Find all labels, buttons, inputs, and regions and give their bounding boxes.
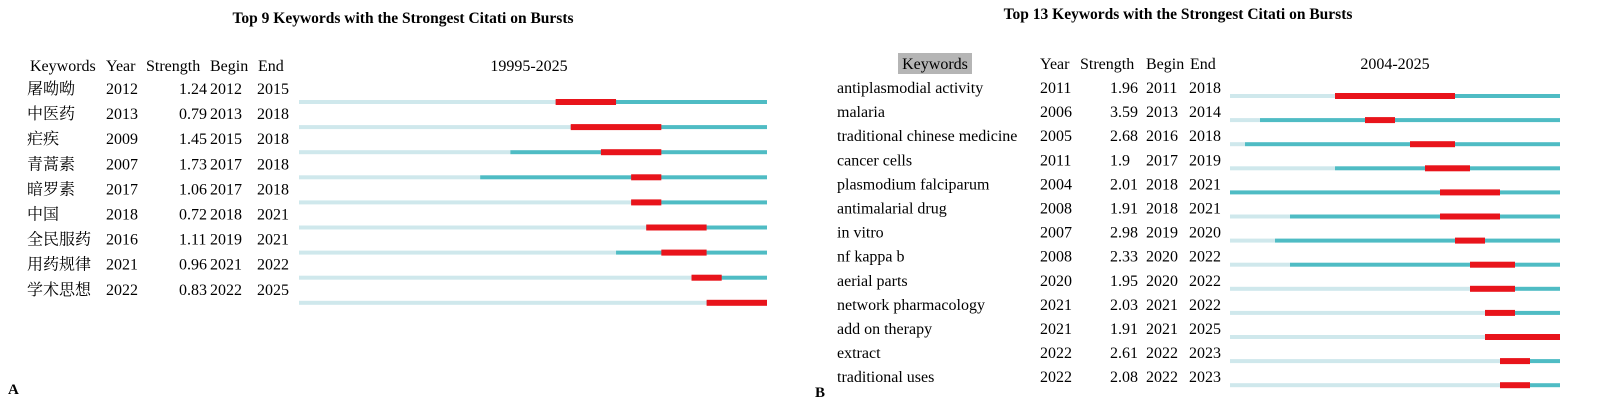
end-value: 2025 (257, 281, 289, 299)
burst-bar (707, 300, 767, 306)
year-header: Year (1040, 56, 1070, 73)
strength-value: 1.9 (1110, 152, 1130, 170)
keyword-label: aerial parts (837, 272, 908, 290)
active-period-bar (1275, 239, 1560, 243)
keyword-row (27, 130, 767, 155)
year-value: 2017 (106, 181, 138, 199)
keyword-label: antiplasmodial activity (837, 80, 984, 97)
inactive-period-bar (299, 276, 692, 280)
keywords-header: Keywords (902, 56, 968, 73)
strength-value: 0.83 (179, 281, 207, 299)
keyword-label: extract (837, 345, 881, 363)
year-value: 2008 (1040, 248, 1072, 266)
keyword-label: antimalarial drug (837, 200, 947, 218)
year-value: 2005 (1040, 128, 1072, 146)
end-value: 2018 (1189, 80, 1221, 97)
inactive-period-bar (1230, 94, 1335, 98)
keyword-row (837, 369, 1560, 388)
keywords-header: Keywords (30, 58, 96, 75)
keyword-label: 中医药 (27, 106, 76, 124)
keyword-row (837, 249, 1560, 268)
inactive-period-bar (299, 125, 571, 129)
burst-bar (1440, 214, 1500, 220)
end-value: 2018 (1189, 128, 1221, 146)
keyword-label: 学术思想 (27, 281, 92, 299)
begin-value: 2018 (210, 206, 242, 224)
burst-bar (556, 99, 616, 105)
strength-header: Strength (146, 58, 201, 75)
keyword-row (837, 128, 1560, 147)
strength-value: 1.91 (1110, 200, 1138, 218)
year-value: 2011 (1040, 152, 1072, 170)
keyword-label: 中国 (27, 206, 60, 224)
year-value: 2021 (1040, 296, 1072, 314)
begin-value: 2021 (1146, 296, 1178, 314)
keyword-row (837, 201, 1560, 220)
active-period-bar (1260, 118, 1560, 122)
year-range-label: 2004-2025 (1360, 56, 1430, 73)
end-header: End (258, 58, 284, 75)
strength-value: 1.91 (1110, 321, 1138, 338)
burst-panel-b (815, 6, 1560, 401)
panel-label: B (815, 385, 826, 401)
active-period-bar (480, 175, 767, 179)
end-value: 2019 (1189, 152, 1221, 170)
keyword-label: 全民服药 (27, 231, 92, 249)
inactive-period-bar (1230, 263, 1290, 267)
keyword-label: malaria (837, 104, 885, 122)
keyword-row (837, 273, 1560, 292)
end-header: End (1190, 56, 1216, 73)
chart-title: Top 13 Keywords with the Strongest Citati on Bursts (1003, 6, 1353, 23)
inactive-period-bar (299, 251, 616, 255)
keyword-row (27, 256, 767, 281)
keyword-row (837, 297, 1560, 316)
keyword-row (27, 80, 767, 105)
begin-value: 2022 (1146, 345, 1178, 363)
begin-header: Begin (1146, 56, 1185, 73)
inactive-period-bar (1230, 383, 1500, 387)
end-value: 2018 (257, 131, 289, 149)
burst-bar (1485, 310, 1515, 316)
keyword-label: 疟疾 (27, 131, 60, 149)
strength-value: 2.08 (1110, 369, 1138, 387)
end-value: 2021 (1189, 176, 1221, 194)
inactive-period-bar (1230, 359, 1500, 363)
year-value: 2022 (1040, 345, 1072, 363)
end-value: 2021 (257, 231, 289, 249)
year-value: 2018 (106, 206, 138, 224)
inactive-period-bar (299, 100, 556, 104)
end-value: 2018 (257, 106, 289, 124)
active-period-bar (1245, 142, 1560, 146)
begin-value: 2020 (1146, 248, 1178, 266)
keyword-label: 青蒿素 (27, 156, 76, 174)
inactive-period-bar (1230, 311, 1485, 315)
inactive-period-bar (299, 301, 707, 305)
begin-value: 2017 (1146, 152, 1178, 170)
begin-value: 2021 (210, 256, 242, 274)
inactive-period-bar (1230, 118, 1260, 122)
strength-value: 2.33 (1110, 248, 1138, 266)
keyword-row (837, 176, 1560, 195)
keyword-label: in vitro (837, 224, 884, 242)
begin-value: 2021 (1146, 321, 1178, 338)
burst-bar (1500, 382, 1530, 388)
strength-value: 1.06 (179, 181, 207, 199)
begin-header: Begin (210, 58, 249, 75)
inactive-period-bar (1230, 239, 1275, 243)
panel-label: A (8, 382, 19, 398)
year-value: 2016 (106, 231, 138, 249)
strength-value: 3.59 (1110, 104, 1138, 122)
begin-value: 2017 (210, 181, 242, 199)
burst-bar (1410, 141, 1455, 147)
end-value: 2021 (1189, 200, 1221, 218)
burst-bar (1335, 93, 1455, 99)
begin-value: 2022 (210, 281, 242, 299)
year-value: 2008 (1040, 200, 1072, 218)
year-value: 2011 (1040, 80, 1072, 97)
begin-value: 2012 (210, 81, 242, 98)
keyword-row (837, 225, 1560, 244)
keyword-row (837, 104, 1560, 123)
end-value: 2022 (1189, 272, 1221, 290)
end-value: 2014 (1189, 104, 1221, 122)
year-value: 2020 (1040, 272, 1072, 290)
burst-bar (1455, 238, 1485, 244)
burst-bar (692, 275, 722, 281)
year-value: 2004 (1040, 176, 1072, 194)
year-value: 2009 (106, 131, 138, 149)
strength-value: 0.79 (179, 106, 207, 124)
active-period-bar (1290, 215, 1560, 219)
keyword-label: 暗罗素 (27, 181, 76, 199)
keyword-row (837, 152, 1560, 171)
burst-bar (601, 149, 661, 155)
strength-value: 2.68 (1110, 128, 1138, 146)
end-value: 2022 (257, 256, 289, 274)
keyword-row (27, 206, 767, 231)
begin-value: 2019 (210, 231, 242, 249)
year-value: 2007 (106, 156, 138, 174)
strength-value: 2.61 (1110, 345, 1138, 363)
burst-bar (1365, 117, 1395, 123)
keyword-row (27, 180, 767, 205)
strength-value: 1.45 (179, 131, 207, 149)
keyword-label: traditional uses (837, 369, 935, 387)
begin-value: 2011 (1146, 80, 1178, 97)
keyword-row (27, 280, 767, 306)
year-value: 2022 (1040, 369, 1072, 387)
end-value: 2018 (257, 156, 289, 174)
begin-value: 2020 (1146, 272, 1178, 290)
end-value: 2015 (257, 81, 289, 98)
begin-value: 2018 (1146, 176, 1178, 194)
active-period-bar (1230, 190, 1560, 194)
end-value: 2021 (257, 206, 289, 224)
inactive-period-bar (299, 200, 631, 204)
burst-bar (1470, 262, 1515, 268)
burst-bar (631, 199, 661, 205)
begin-value: 2016 (1146, 128, 1178, 146)
begin-value: 2019 (1146, 224, 1178, 242)
burst-bar (646, 225, 706, 231)
keyword-label: add on therapy (837, 321, 933, 338)
burst-bar (1470, 286, 1515, 292)
burst-bar (1500, 358, 1530, 364)
strength-value: 2.01 (1110, 176, 1138, 194)
active-period-bar (1290, 263, 1560, 267)
year-value: 2022 (106, 281, 138, 299)
year-value: 2013 (106, 106, 138, 124)
keyword-label: cancer cells (837, 152, 913, 170)
chart-title: Top 9 Keywords with the Strongest Citati on Bursts (232, 10, 574, 27)
end-value: 2022 (1189, 248, 1221, 266)
keyword-label: traditional chinese medicine (837, 128, 1018, 146)
keyword-label: 屠呦呦 (27, 81, 76, 98)
keyword-label: plasmodium falciparum (837, 176, 990, 194)
begin-value: 2015 (210, 131, 242, 149)
keyword-row (27, 105, 767, 130)
keyword-label: network pharmacology (837, 296, 985, 314)
strength-value: 2.03 (1110, 296, 1138, 314)
strength-value: 2.98 (1110, 224, 1138, 242)
burst-bar (631, 174, 661, 180)
inactive-period-bar (1230, 215, 1290, 219)
year-value: 2012 (106, 81, 138, 98)
burst-bar (1425, 165, 1470, 171)
end-value: 2025 (1189, 321, 1221, 338)
begin-value: 2018 (1146, 200, 1178, 218)
keyword-row (27, 231, 767, 256)
keyword-row (837, 321, 1560, 340)
year-header: Year (106, 58, 136, 75)
begin-value: 2017 (210, 156, 242, 174)
end-value: 2020 (1189, 224, 1221, 242)
end-value: 2022 (1189, 296, 1221, 314)
year-value: 2021 (106, 256, 138, 274)
inactive-period-bar (1230, 142, 1245, 146)
burst-bar (571, 124, 662, 130)
inactive-period-bar (299, 150, 510, 154)
begin-value: 2013 (1146, 104, 1178, 122)
inactive-period-bar (1230, 335, 1485, 339)
year-value: 2021 (1040, 321, 1072, 338)
inactive-period-bar (1230, 287, 1470, 291)
strength-value: 0.96 (179, 256, 207, 274)
burst-panel-a (8, 10, 767, 398)
begin-value: 2022 (1146, 369, 1178, 387)
year-range-label: 19995-2025 (490, 58, 568, 75)
burst-bar (1440, 189, 1500, 195)
burst-bar (661, 250, 706, 256)
year-value: 2007 (1040, 224, 1072, 242)
burst-bar (1485, 334, 1560, 340)
keyword-label: 用药规律 (27, 256, 92, 274)
strength-header: Strength (1080, 56, 1135, 73)
inactive-period-bar (299, 226, 646, 230)
strength-value: 1.96 (1110, 80, 1138, 97)
strength-value: 1.95 (1110, 272, 1138, 290)
begin-value: 2013 (210, 106, 242, 124)
end-value: 2018 (257, 181, 289, 199)
inactive-period-bar (299, 175, 480, 179)
keyword-label: nf kappa b (837, 248, 905, 266)
strength-value: 0.72 (179, 206, 207, 224)
keyword-row (837, 345, 1560, 364)
strength-value: 1.73 (179, 156, 207, 174)
inactive-period-bar (1230, 166, 1335, 170)
year-value: 2006 (1040, 104, 1072, 122)
end-value: 2023 (1189, 369, 1221, 387)
strength-value: 1.24 (179, 81, 207, 98)
keyword-row (837, 80, 1560, 99)
strength-value: 1.11 (179, 231, 207, 249)
end-value: 2023 (1189, 345, 1221, 363)
keyword-row (27, 155, 767, 180)
